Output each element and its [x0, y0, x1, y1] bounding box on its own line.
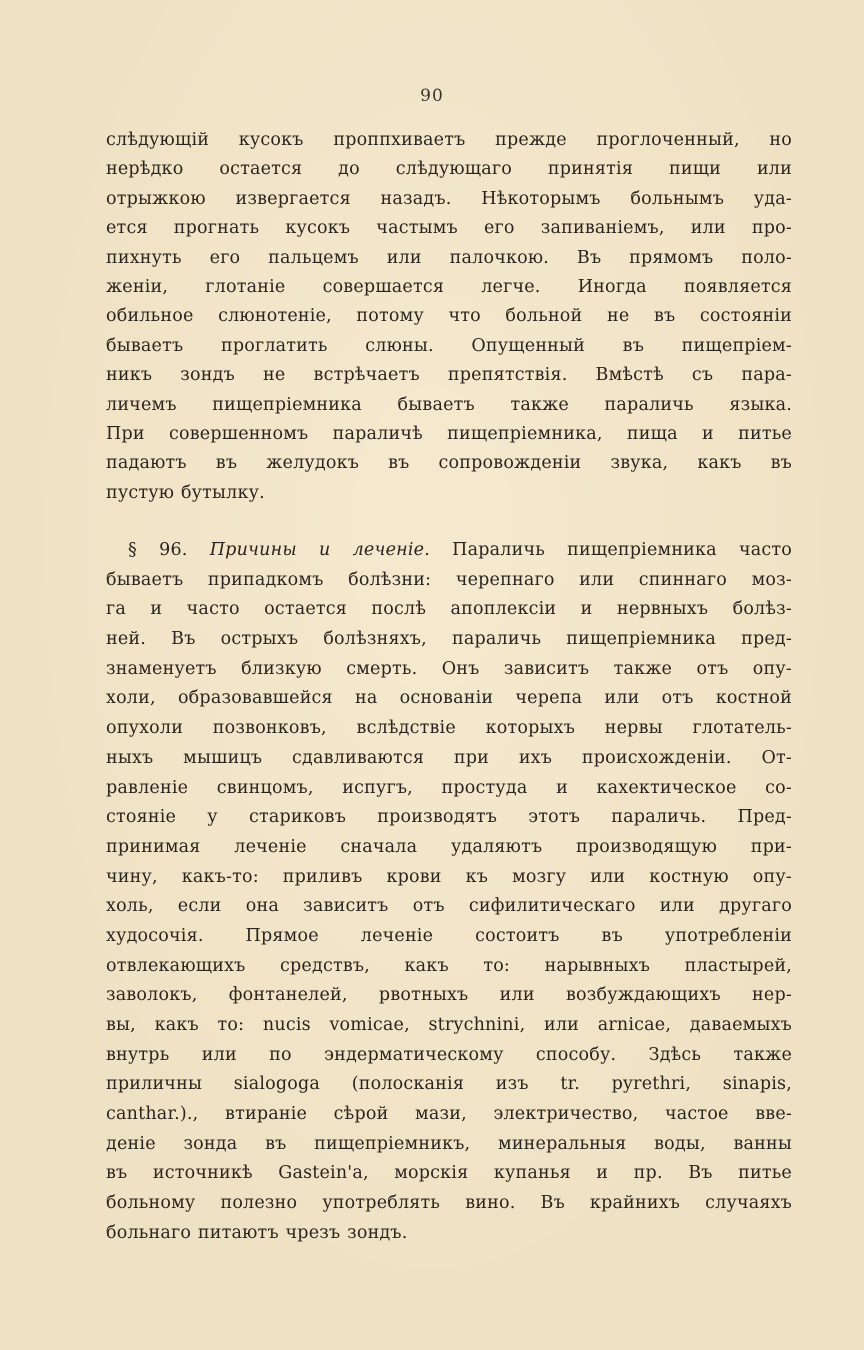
text-line: холь, если она зависитъ отъ сифилитическаго или другаго: [106, 896, 792, 917]
text-line: никъ зондъ не встрѣчаетъ препятствія. Вмѣстѣ съ пара-: [106, 365, 792, 386]
text-line: опухоли позвонковъ, вслѣдствіе которыхъ нервы глотатель-: [106, 718, 792, 739]
section-title: Причины и леченіе.: [209, 540, 430, 560]
text-line: принимая леченіе сначала удаляютъ производящую при-: [106, 836, 792, 857]
text-line: деніе зонда въ пищепріемникъ, минеральныя воды, ванны: [106, 1133, 792, 1154]
text-line: больнаго питаютъ чрезъ зондъ.: [106, 1222, 408, 1243]
text-line: слѣдующій кусокъ проппхиваетъ прежде проглоченный, но: [106, 130, 792, 150]
text-line: личемъ пищепріемника бываетъ также параличь языка.: [106, 394, 792, 415]
text-line: равленіе свинцомъ, испугъ, простуда и кахектическое со-: [106, 777, 792, 798]
text-line: отрыжкою извергается назадъ. Нѣкоторымъ больнымъ уда-: [106, 188, 792, 209]
paragraph-continuation: [106, 126, 792, 508]
text-line: canthar.)., втираніе сѣрой мази, электричество, частое вве-: [106, 1104, 792, 1125]
text-line: приличны sialogoga (полосканія изъ tr. pyrethri, sinapis,: [106, 1074, 792, 1095]
text-line: больному полезно употреблять вино. Въ крайнихъ случаяхъ: [106, 1193, 792, 1214]
text-line: заволокъ, фонтанелей, рвотныхъ или возбуждающихъ нер-: [106, 985, 792, 1006]
text-line-rest: Параличь пищепріемника часто: [452, 540, 792, 560]
text-line: бываетъ припадкомъ болѣзни: черепнаго или спиннаго моз-: [106, 569, 792, 590]
page-number: 90: [420, 86, 444, 106]
text-line: чину, какъ-то: приливъ крови къ мозгу или костную опу-: [106, 866, 792, 887]
text-line: худосочія. Прямое леченіе состоитъ въ употребленіи: [106, 925, 792, 946]
text-line: стояніе у стариковъ производятъ этотъ параличь. Пред-: [106, 807, 792, 828]
text-line: падаютъ въ желудокъ въ сопровожденіи звука, какъ въ: [106, 453, 792, 474]
text-line: внутрь или по эндерматическому способу. Здѣсь также: [106, 1044, 792, 1065]
text-line: въ источникѣ Gastein'a, морскія купанья и пр. Въ питье: [106, 1163, 792, 1184]
text-line: холи, образовавшейся на основаніи черепа или отъ костной: [106, 688, 792, 709]
text-line: га и часто остается послѣ апоплексіи и нервныхъ болѣз-: [106, 599, 792, 620]
text-line: обильное слюнотеніе, потому что больной не въ состояніи: [106, 306, 792, 327]
section-96-paragraph: [106, 536, 792, 1249]
section-heading-line: [106, 536, 792, 566]
text-line: знаменуетъ близкую смерть. Онъ зависитъ также отъ опу-: [106, 658, 792, 679]
text-line: пустую бутылку.: [106, 482, 265, 503]
text-line: нерѣдко остается до слѣдующаго принятія пищи или: [106, 159, 792, 180]
text-line: вы, какъ то: nucis vomicae, strychnini, или arnicae, даваемыхъ: [106, 1015, 792, 1035]
section-number: § 96.: [128, 540, 188, 560]
text-line: пихнуть его пальцемъ или палочкою. Въ прямомъ поло-: [106, 247, 792, 268]
text-line: бываетъ проглатить слюны. Опущенный въ пищепріем-: [106, 335, 792, 356]
text-line: ней. Въ острыхъ болѣзняхъ, параличь пищепріемника пред-: [106, 629, 792, 650]
text-line: ется прогнать кусокъ частымъ его запиваніемъ, или про-: [106, 218, 792, 239]
text-line: отвлекающихъ средствъ, какъ то: нарывныхъ пластырей,: [106, 955, 792, 976]
text-line: ныхъ мышицъ сдавливаются при ихъ происхожденіи. От-: [106, 747, 792, 768]
text-line: При совершенномъ параличѣ пищепріемника, пища и питье: [106, 423, 792, 444]
text-line: женіи, глотаніе совершается легче. Иногда появляется: [106, 276, 792, 297]
